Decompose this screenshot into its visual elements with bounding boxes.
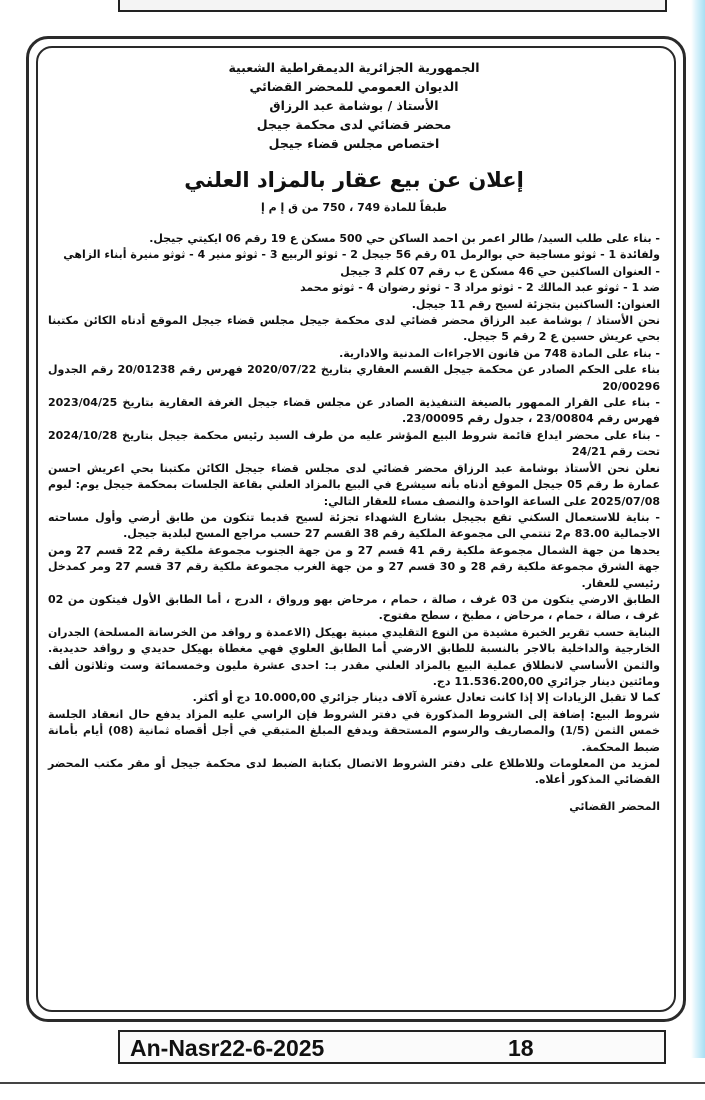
signoff: المحضر القضائي	[569, 799, 660, 813]
bottom-rule	[0, 1082, 705, 1084]
paragraph-sale-conditions: شروط البيع: إضافة إلى الشروط المذكورة في دفتر الشروط فإن الراسي عليه المزاد يدفع حال انعقاد الجلسة خمس الثمن (1/5) والمصاريف والرسوم المستحقة ويدفع المبلغ المتبقي في أجل أقصاه ثمانية (08) أيام بأمانة ضبط المحكمة.	[48, 707, 661, 754]
header-line-office: الديوان العمومي للمحضر القضائي	[249, 79, 459, 94]
paragraph-bailiff: نحن الأستاذ / بوشامة عبد الرزاق محضر قضائي لدى محكمة جيجل مجلس قضاء جيجل الموقع أدناه الكائن مكتبنا بحي عريش حسين ع 2 رقم 5 جيجل.	[48, 314, 660, 344]
paragraph-legal-article: - بناء على المادة 748 من قانون الاجراءات المدنية والادارية.	[339, 346, 660, 360]
paragraph-requester: - بناء على طلب السيد/ طالر اعمر بن احمد الساكن حي 500 مسكن ع 19 رقم 06 ايكيتي جيجل.	[149, 232, 660, 245]
paragraph-property: - بناية للاستعمال السكني تقع بجيجل بشارع الشهداء تجزئة لسيح قديما تتكون من طابق أرضي وأول مساحته الاجمالية 83.00 م2 تنتمي الى مجموعة الملكية رقم 38 القسم 27 حسب مراجع المسح لبلدية جيجل.	[48, 510, 660, 541]
paragraph-defendants-address: العنوان: الساكنين بتجزئة لسيح رقم 11 جيجل.	[411, 297, 660, 311]
newspaper-date: An-Nasr22-6-2025	[130, 1035, 325, 1061]
paragraph-beneficiaries-address: - العنوان الساكنين حي 46 مسكن ع ب رقم 07 كلم 3 جيجل	[340, 264, 660, 278]
header-line-court: محضر قضائي لدى محكمة جيجل	[256, 117, 452, 132]
paragraph-beneficiaries: ولفائدة 1 - ثوثو مساجية حي بوالرمل 01 رقم 56 جيجل 2 - ثوثو الربيع 3 - ثوثو منير 4 - ثوثو منيرة أبناء الزاهي	[63, 248, 660, 262]
paragraph-announcement: نعلن نحن الأستاذ بوشامة عبد الرزاق محضر قضائي لدى مجلس قضاء جيجل الكائن مكتبنا بحي اعريش احسن عمارة ط رقم 05 جيجل الموقع أدناه بأنه سيشرع في البيع بالمزاد العلني بقاعة الجلسات بمحكمة جيجل يوم: ليوم 2025/07/08 على الساعة الواحدة والنصف مساء للعقار التالي:	[48, 461, 660, 508]
paragraph-construction-price: البناية حسب تقرير الخبرة مشيدة من النوع التقليدي مبنية بهيكل (الاعمدة و روافد من الخرسانة المسلحة) الجدران الخارجية والداخلية بالاجر بالنسبة للطابق الارضي أما الطابق العلوي فهي مغطاة بهيكل حديدي و روافد حديدية. والثمن الأساسي لانطلاق عملية البيع بالمزاد العلني مقدر بـ: احدى عشرة مليون وخمسمائة وست وثلاثون ألف ومائتين دينار جزائري 11.536.200,00 دج.	[48, 625, 660, 688]
paragraph-defendants: ضد 1 - ثوثو عبد المالك 2 - ثوثو مراد 3 - ثوثو رضوان 4 - ثوثو محمد	[300, 281, 660, 295]
paragraph-judgment: بناء على الحكم الصادر عن محكمة جيجل القسم العقاري بتاريخ 2020/07/22 فهرس رقم 20/01238 رقم الجدول 20/00296	[48, 363, 660, 393]
paragraph-bid-increments: كما لا تقبل الزيادات إلا إذا كانت تعادل عشرة آلاف دينار جزائري 10.000,00 دج أو أكثر.	[192, 691, 660, 705]
notice-body	[48, 231, 660, 789]
paragraph-boundaries: يحدها من جهة الشمال مجموعة ملكية رقم 41 قسم 27 و من جهة الجنوب مجموعة ملكية رقم 22 قسم 27 ومن جهة الشرق مجموعة ملكية رقم 28 و 30 قسم 27 و من جهة الغرب مجموعة ملكية رقم 37 قسم 27 ومر كمدخل رئيسي للعقار.	[48, 543, 661, 590]
notice-legal-reference: طبقاً للمادة 749 ، 750 من ق إ م إ	[261, 201, 447, 214]
auction-notice	[48, 58, 660, 1008]
header-line-jurisdiction: اختصاص مجلس قضاء جيجل	[268, 136, 440, 151]
page-number: 18	[508, 1035, 534, 1061]
previous-notice-border	[118, 0, 667, 12]
notice-title: إعلان عن بيع عقار بالمزاد العلني	[184, 168, 524, 192]
notice-header	[48, 58, 660, 153]
page-footer	[118, 1030, 666, 1064]
header-line-bailiff-name: الأستاذ / بوشامة عبد الرزاق	[269, 98, 439, 113]
paragraph-more-info: لمزيد من المعلومات وللاطلاع على دفتر الشروط الاتصال بكتابة الضبط لدى محكمة جيجل أو مقر مكتب المحضر القضائي المذكور أعلاه.	[48, 757, 660, 787]
paragraph-conditions-deposit: - بناء على محضر ايداع قائمة شروط البيع المؤشر عليه من طرف السيد رئيس محكمة جيجل بتاريخ 2024/10/28 تحت رقم 24/21	[48, 428, 660, 459]
paragraph-floors: الطابق الارضي يتكون من 03 غرف ، صالة ، حمام ، مرحاض بهو ورواق ، الدرج ، أما الطابق الأول فيتكون من 02 غرف ، صالة ، حمام ، مرحاض ، مطبخ ، سطح مفتوح.	[48, 592, 660, 623]
paragraph-decision: - بناء على القرار الممهور بالصيغة التنفيذية الصادر عن مجلس قضاء جيجل الغرفة العقارية بتاريخ 2023/04/25 فهرس رقم 23/00804 ، جدول رقم 23/00095.	[48, 396, 660, 426]
page-edge-tint	[691, 0, 705, 1058]
header-line-country: الجمهورية الجزائرية الديمقراطية الشعبية	[228, 60, 480, 75]
